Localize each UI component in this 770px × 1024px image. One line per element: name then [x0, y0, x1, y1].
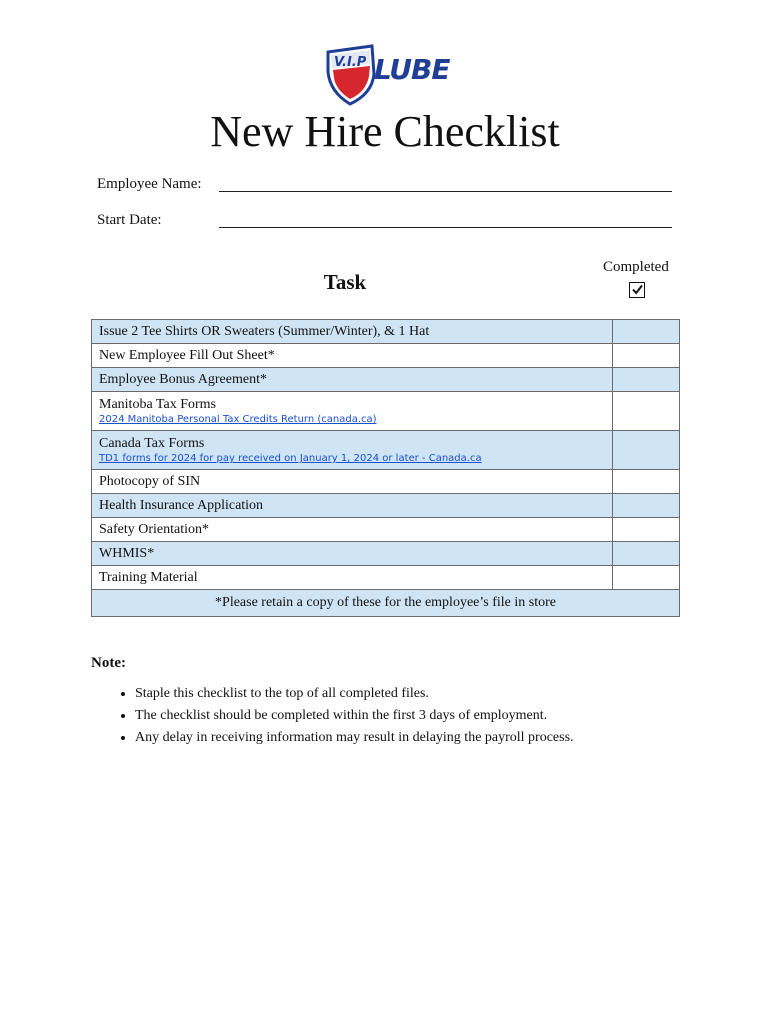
canada-td1-link[interactable]: TD1 forms for 2024 for pay received on January 1, 2024 or later - Canada.ca	[99, 453, 482, 464]
completed-cell[interactable]	[613, 431, 680, 470]
task-cell	[92, 542, 613, 566]
start-date-field[interactable]	[219, 227, 672, 228]
logo-text: LUBE	[374, 53, 450, 86]
completed-cell[interactable]	[613, 344, 680, 368]
employee-name-field[interactable]	[219, 191, 672, 192]
employee-name-label: Employee Name:	[97, 176, 202, 192]
list-item: • The checklist should be completed within the first 3 days of employment.	[135, 705, 574, 727]
task-label: Safety Orientation*	[99, 521, 210, 537]
completed-column-header: Completed	[603, 259, 669, 275]
task-column-header: Task	[323, 270, 367, 294]
checkbox-checked-icon	[629, 282, 645, 298]
completed-cell[interactable]	[613, 566, 680, 590]
task-table	[91, 319, 680, 617]
task-cell	[92, 320, 613, 344]
table-footnote-row	[92, 590, 680, 617]
table-row	[92, 431, 680, 470]
table-footnote: *Please retain a copy of these for the employee’s file in store	[92, 590, 680, 617]
task-label: Manitoba Tax Forms	[99, 397, 216, 412]
list-item: • Staple this checklist to the top of all completed files.	[135, 683, 574, 705]
page-title: New Hire Checklist	[210, 107, 560, 156]
table-row	[92, 344, 680, 368]
table-row	[92, 392, 680, 431]
task-cell	[92, 518, 613, 542]
table-row	[92, 368, 680, 392]
completed-cell[interactable]	[613, 368, 680, 392]
completed-cell[interactable]	[613, 320, 680, 344]
task-cell	[92, 470, 613, 494]
completed-cell[interactable]	[613, 470, 680, 494]
logo-shield-text: V.I.P	[334, 55, 367, 70]
table-row	[92, 518, 680, 542]
task-cell	[92, 392, 613, 431]
table-row	[92, 320, 680, 344]
task-label: Photocopy of SIN	[99, 473, 201, 489]
task-cell	[92, 344, 613, 368]
list-item: • Any delay in receiving information may result in delaying the payroll process.	[135, 727, 574, 749]
table-row	[92, 566, 680, 590]
note-label: Note:	[91, 655, 126, 671]
start-date-label: Start Date:	[97, 212, 162, 228]
completed-cell[interactable]	[613, 494, 680, 518]
task-cell	[92, 494, 613, 518]
task-label: Training Material	[99, 569, 198, 585]
completed-cell[interactable]	[613, 542, 680, 566]
completed-cell[interactable]	[613, 392, 680, 431]
table-row	[92, 494, 680, 518]
task-cell	[92, 368, 613, 392]
task-cell	[92, 431, 613, 470]
task-label: Canada Tax Forms	[99, 436, 205, 451]
task-label: Issue 2 Tee Shirts OR Sweaters (Summer/Winter), & 1 Hat	[99, 323, 430, 339]
table-row	[92, 470, 680, 494]
table-row	[92, 542, 680, 566]
manitoba-tax-link[interactable]: 2024 Manitoba Personal Tax Credits Return (canada.ca)	[99, 414, 377, 425]
task-label: Employee Bonus Agreement*	[99, 371, 267, 387]
completed-cell[interactable]	[613, 518, 680, 542]
task-cell	[92, 566, 613, 590]
notes-list	[95, 683, 574, 749]
task-label: New Employee Fill Out Sheet*	[99, 347, 275, 363]
task-label: Health Insurance Application	[99, 497, 264, 513]
task-label: WHMIS*	[99, 545, 155, 561]
